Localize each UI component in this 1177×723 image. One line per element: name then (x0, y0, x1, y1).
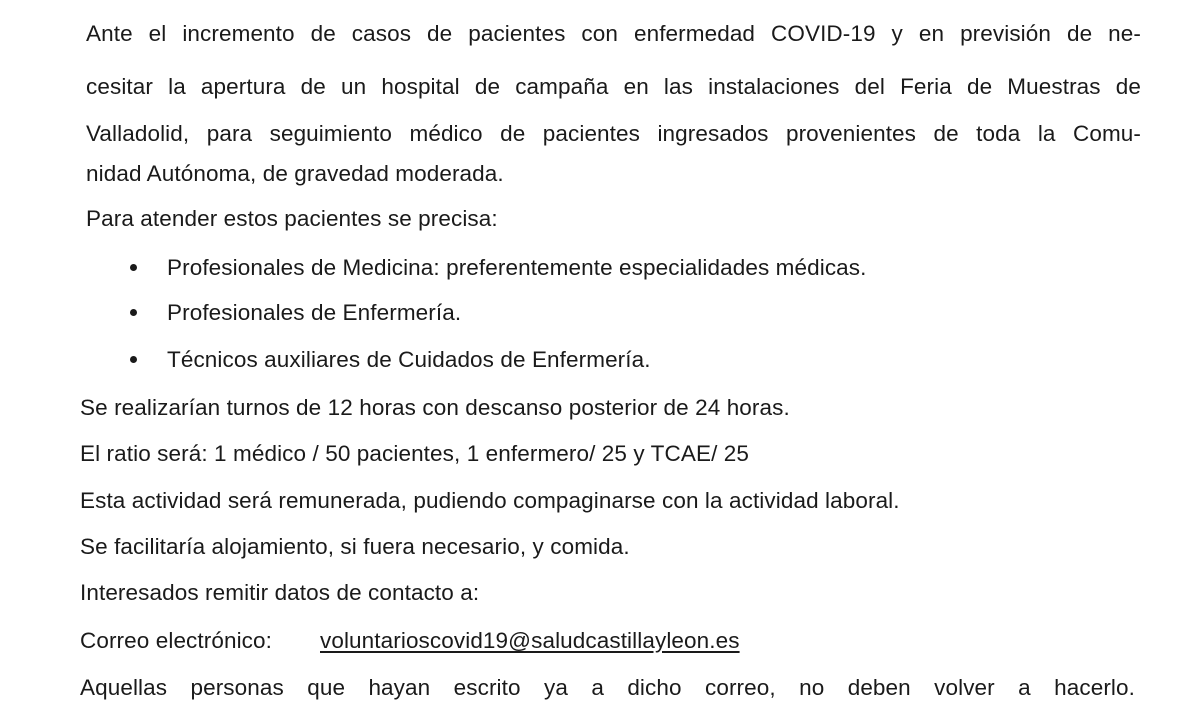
intro-line-2: cesitar la apertura de un hospital de campaña en las instalaciones del Feria de Muestras de (86, 74, 1141, 99)
intro-line-3: Valladolid, para seguimiento médico de pacientes ingresados provenientes de toda la Comu- (86, 121, 1141, 146)
needs-item-tcae: Técnicos auxiliares de Cuidados de Enfermería. (167, 347, 651, 372)
email-link[interactable]: voluntarioscovid19@saludcastillayleon.es (320, 628, 740, 653)
ratio-text: El ratio será: 1 médico / 50 pacientes, 1 enfermero/ 25 y TCAE/ 25 (80, 441, 750, 466)
lodging-text: Se facilitaría alojamiento, si fuera necesario, y comida. (80, 534, 630, 559)
shifts-text: Se realizarían turnos de 12 horas con descanso posterior de 24 horas. (80, 395, 790, 420)
bullet-icon (130, 253, 140, 263)
email-label: Correo electrónico: (80, 628, 272, 653)
needs-item-nursing: Profesionales de Enfermería. (167, 300, 462, 325)
intro-line-4: nidad Autónoma, de gravedad moderada. (86, 161, 504, 186)
bullet-icon (130, 298, 140, 308)
contact-heading: Interesados remitir datos de contacto a: (80, 580, 480, 605)
needs-heading: Para atender estos pacientes se precisa: (86, 206, 498, 231)
closing-text: Aquellas personas que hayan escrito ya a dicho correo, no deben volver a hacerlo. (80, 675, 1135, 700)
bullet-icon (130, 345, 140, 355)
needs-item-medicine: Profesionales de Medicina: preferentemente especialidades médicas. (167, 255, 867, 280)
pay-text: Esta actividad será remunerada, pudiendo compaginarse con la actividad laboral. (80, 488, 900, 513)
intro-line-1: Ante el incremento de casos de pacientes con enfermedad COVID-19 y en previsión de ne- (86, 21, 1141, 46)
